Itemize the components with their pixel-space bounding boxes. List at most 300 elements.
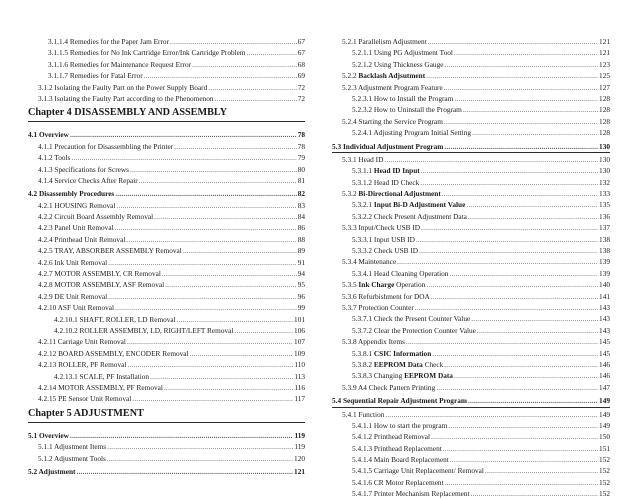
toc-entry-emphasis: Input Bi-D Adjustment Value: [373, 200, 466, 210]
toc-entry-emphasis: EEPROM Data: [373, 359, 423, 369]
page-number: 68: [297, 59, 305, 69]
toc-entry-title: [352, 370, 453, 381]
dot-leader: [468, 395, 598, 406]
toc-entry[interactable]: [28, 314, 305, 325]
toc-entry[interactable]: [332, 477, 610, 488]
dot-leader: [132, 393, 293, 404]
toc-entry-text: 4.2.10.2 ROLLER ASSEMBLY, LD, RIGHT/LEFT Removal: [54, 325, 234, 335]
toc-entry[interactable]: [332, 222, 610, 233]
toc-entry-text: 5.2.3.1 How to Install the Program: [352, 93, 454, 103]
page-number: 83: [297, 200, 305, 210]
toc-entry-title: [28, 188, 114, 199]
dot-leader: [454, 93, 598, 104]
page-number: 78: [297, 130, 305, 140]
toc-entry-text: 5.2.1.1 Using PG Adjustment Tool: [352, 48, 453, 58]
page-number: 139: [599, 257, 610, 267]
toc-entry-text: 5.1.1 Adjustment Items: [38, 442, 107, 452]
toc-entry[interactable]: [332, 454, 610, 465]
page-number: 149: [599, 409, 610, 419]
toc-entry[interactable]: [28, 70, 305, 81]
toc-entry[interactable]: [332, 382, 610, 393]
toc-entry-title: [38, 234, 125, 245]
toc-entry-title: [342, 382, 435, 393]
toc-entry-title: [352, 93, 453, 104]
dot-leader: [215, 93, 297, 104]
page-number: 119: [294, 442, 305, 452]
dot-leader: [443, 443, 598, 454]
toc-entry-title: [342, 188, 441, 199]
toc-entry-title: [352, 465, 484, 476]
page-number: 67: [297, 37, 305, 46]
toc-entry-number: 5.3.1.1: [352, 166, 374, 176]
dot-leader: [421, 165, 598, 176]
dot-leader: [385, 409, 598, 420]
toc-entry[interactable]: [28, 441, 305, 452]
toc-section-entry[interactable]: [332, 395, 610, 407]
dot-leader: [463, 104, 598, 115]
toc-entry-number: 5.2.2: [342, 71, 359, 81]
toc-entry-title: [38, 257, 107, 268]
dot-leader: [444, 82, 598, 93]
toc-entry[interactable]: [28, 291, 305, 302]
toc-entry[interactable]: [332, 116, 610, 127]
dot-leader: [468, 211, 598, 222]
dot-leader: [416, 234, 598, 245]
page-number: 143: [599, 314, 610, 324]
dot-leader: [115, 302, 297, 313]
toc-entry[interactable]: [332, 256, 610, 267]
toc-entry[interactable]: [28, 371, 305, 382]
toc-entry[interactable]: [332, 234, 610, 245]
toc-entry-text: 4.2.5 TRAY, ABSORBER ASSEMBLY Removal: [38, 246, 182, 256]
page-number: 130: [599, 166, 610, 176]
toc-entry-emphasis: CSIC Information: [373, 348, 432, 358]
dot-leader: [183, 245, 297, 256]
toc-entry[interactable]: [332, 431, 610, 442]
toc-entry-title: [352, 454, 449, 465]
toc-entry-title: [352, 359, 443, 370]
toc-entry-number: 5.3.8.2: [352, 359, 374, 369]
toc-entry-text: 5.2.4.1 Adjusting Program Initial Setting: [352, 128, 471, 138]
toc-entry[interactable]: [28, 82, 305, 93]
dot-leader: [431, 431, 598, 442]
toc-entry-title: [352, 234, 415, 245]
toc-entry-text: 5.3.7.1 Check the Present Counter Value: [352, 314, 471, 324]
toc-entry[interactable]: [28, 325, 305, 336]
dot-leader: [444, 141, 598, 152]
toc-entry-title: [38, 279, 164, 290]
toc-entry-text: 3.1.3 Isolating the Faulty Part according to the Phenomenon: [38, 93, 214, 103]
page-number: 123: [599, 59, 610, 69]
toc-entry-title: [38, 359, 126, 370]
toc-entry-title: [54, 314, 176, 325]
page-number: 139: [599, 268, 610, 278]
toc-entry-number: 5.3.2.1: [352, 200, 374, 210]
toc-entry-title: [352, 211, 467, 222]
dot-leader: [177, 314, 293, 325]
toc-entry-text: 5.2 Adjustment: [28, 466, 76, 476]
dot-leader: [127, 359, 293, 370]
toc-entry-title: [352, 104, 462, 115]
toc-entry[interactable]: [332, 465, 610, 476]
toc-entry-text: 4.1 Overview: [28, 130, 69, 140]
toc-entry-text: 5.4.1.4 Main Board Replacement: [352, 455, 449, 465]
toc-entry[interactable]: [332, 177, 610, 188]
toc-entry-text: 4.1.3 Specifications for Screws: [38, 164, 129, 174]
toc-entry-number: 5.3.2: [342, 189, 359, 199]
dot-leader: [426, 279, 598, 290]
toc-entry-title: [38, 175, 138, 186]
toc-entry-title: [332, 141, 443, 152]
toc-entry[interactable]: [28, 200, 305, 211]
dot-leader: [442, 188, 598, 199]
toc-entry[interactable]: [332, 336, 610, 347]
toc-entry[interactable]: [332, 302, 610, 313]
dot-leader: [107, 441, 293, 452]
toc-entry-title: [38, 382, 163, 393]
toc-entry[interactable]: [28, 393, 305, 404]
toc-entry-text: 5.3.9 A4 Check Pattern Printing: [342, 382, 436, 392]
toc-entry[interactable]: [28, 382, 305, 393]
dot-leader: [421, 222, 598, 233]
page-number: 137: [599, 223, 610, 233]
dot-leader: [154, 211, 297, 222]
page-number: 127: [599, 82, 610, 92]
dot-leader: [71, 152, 296, 163]
page-number: 99: [297, 303, 305, 313]
page-number: 152: [599, 455, 610, 465]
dot-leader: [116, 200, 296, 211]
dot-leader: [126, 234, 296, 245]
chapter-heading: Chapter 4 DISASSEMBLY AND ASSEMBLY: [28, 106, 305, 122]
page-number: 117: [294, 394, 305, 404]
toc-entry[interactable]: [332, 313, 610, 324]
dot-leader: [144, 70, 297, 81]
toc-entry[interactable]: [332, 291, 610, 302]
toc-entry[interactable]: [28, 302, 305, 313]
page-number: 128: [599, 93, 610, 103]
toc-entry-title: [38, 93, 214, 104]
toc-entry[interactable]: [332, 199, 610, 210]
page-number: 152: [599, 489, 610, 499]
dot-leader: [450, 454, 598, 465]
toc-entry-text: 5.3.4 Maintenance: [342, 257, 397, 267]
toc-entry-title: [38, 141, 173, 152]
page-number: 69: [297, 71, 305, 81]
toc-entry[interactable]: [28, 453, 305, 464]
toc-entry[interactable]: [332, 359, 610, 370]
dot-leader: [436, 382, 598, 393]
page-number: 78: [297, 141, 305, 151]
page-number: 72: [297, 93, 305, 103]
page-number: 121: [599, 48, 610, 58]
toc-entry[interactable]: [28, 268, 305, 279]
page-number: 107: [294, 337, 305, 347]
dot-leader: [107, 453, 293, 464]
toc-entry[interactable]: [332, 165, 610, 176]
toc-entry[interactable]: [332, 211, 610, 222]
toc-entry[interactable]: [332, 82, 610, 93]
page-number: 132: [599, 177, 610, 187]
dot-leader: [162, 268, 297, 279]
dot-leader: [247, 47, 297, 58]
page-number: 151: [599, 443, 610, 453]
toc-entry-title: [352, 313, 470, 324]
toc-section-entry[interactable]: [28, 129, 305, 140]
toc-entry[interactable]: [332, 59, 610, 70]
toc-entry-title: [342, 116, 443, 127]
toc-entry[interactable]: [332, 47, 610, 58]
page-number: 80: [297, 164, 305, 174]
page-number: 147: [599, 382, 610, 392]
toc-entry-title: [54, 325, 233, 336]
page-number: 138: [599, 234, 610, 244]
toc-entry-title: [48, 70, 143, 81]
toc-entry-title: [352, 420, 447, 431]
page-number: 128: [599, 105, 610, 115]
page-number: 138: [599, 246, 610, 256]
dot-leader: [108, 257, 297, 268]
dot-leader: [165, 279, 297, 290]
dot-leader: [449, 268, 598, 279]
page-number: 130: [599, 154, 610, 164]
toc-entry-text: 4.1.2 Tools: [38, 153, 71, 163]
dot-leader: [428, 36, 598, 47]
page-number: 121: [294, 466, 305, 476]
toc-entry[interactable]: [28, 47, 305, 58]
dot-leader: [115, 222, 297, 233]
page-number: 113: [294, 371, 305, 381]
page-number: 88: [297, 234, 305, 244]
toc-entry[interactable]: [332, 36, 610, 47]
toc-entry-text: 4.2.7 MOTOR ASSEMBLY, CR Removal: [38, 269, 161, 279]
toc-entry-title: [352, 127, 471, 138]
toc-entry-text: 3.1.1.4 Remedies for the Paper Jam Error: [48, 37, 169, 46]
toc-entry[interactable]: [332, 488, 610, 499]
page-number: 150: [599, 432, 610, 442]
toc-entry[interactable]: [28, 279, 305, 290]
toc-entry-title: [38, 453, 106, 464]
toc-entry[interactable]: [332, 325, 610, 336]
toc-entry-number: 5.3.5: [342, 280, 359, 290]
toc-entry[interactable]: [28, 141, 305, 152]
toc-entry-title: [352, 325, 476, 336]
page-number: 79: [297, 153, 305, 163]
toc-entry[interactable]: [332, 70, 610, 81]
toc-entry-title: [38, 152, 70, 163]
toc-entry-text: 5.4.1.3 Printhead Replacement: [352, 443, 442, 453]
page-number: 94: [297, 269, 305, 279]
toc-entry[interactable]: [28, 36, 305, 47]
toc-entry[interactable]: [28, 175, 305, 186]
toc-entry[interactable]: [28, 234, 305, 245]
page-number: 72: [297, 82, 305, 92]
toc-entry-text: 5.4.1.5 Carriage Unit Replacement/ Removal: [352, 466, 484, 476]
toc-entry[interactable]: [332, 370, 610, 381]
toc-entry-text: 4.2.13 ROLLER, PF Removal: [38, 360, 127, 370]
toc-entry-title: [342, 82, 443, 93]
toc-entry[interactable]: [28, 245, 305, 256]
toc-entry-title: [352, 47, 453, 58]
toc-entry-text: 5.4.1.6 CR Motor Replacement: [352, 477, 444, 487]
dot-leader: [76, 466, 293, 477]
toc-entry-text: 5.3.3 Input/Check USB ID: [342, 223, 421, 233]
page-number: 81: [297, 175, 305, 185]
toc-entry[interactable]: [28, 336, 305, 347]
toc-entry-number: 5.3.8.3 Changing: [352, 371, 405, 381]
toc-entry[interactable]: [332, 348, 610, 359]
dot-leader: [115, 188, 296, 199]
toc-entry[interactable]: [332, 420, 610, 431]
toc-entry[interactable]: [332, 268, 610, 279]
toc-entry-title: [38, 291, 107, 302]
page-number: 143: [599, 302, 610, 312]
toc-entry[interactable]: [332, 245, 610, 256]
toc-entry-title: [342, 36, 427, 47]
toc-entry-text: 4.2.4 Printhead Unit Removal: [38, 234, 126, 244]
toc-entry-text: 4.2 Disassembly Procedures: [28, 189, 115, 199]
toc-entry-text: 5.3.3.1 Input USB ID: [352, 234, 415, 244]
toc-section-entry[interactable]: [332, 141, 610, 153]
dot-leader: [170, 36, 297, 47]
toc-entry-text: 4.2.8 MOTOR ASSEMBLY, ASF Removal: [38, 280, 165, 290]
toc-entry-text: 4.1.4 Service Checks After Repair: [38, 175, 138, 185]
toc-entry-emphasis: EEPROM Data: [404, 371, 453, 381]
toc-entry[interactable]: [28, 348, 305, 359]
toc-entry-title: [342, 409, 384, 420]
toc-section-entry[interactable]: [28, 430, 305, 441]
toc-entry-text: 5.3.4.1 Head Cleaning Operation: [352, 268, 449, 278]
toc-entry-title: [352, 443, 442, 454]
page-number: 119: [294, 430, 305, 440]
page-number: 121: [599, 37, 610, 46]
toc-entry-text: 3.1.2 Isolating the Faulty Part on the Power Supply Board: [38, 82, 208, 92]
toc-entry[interactable]: [28, 152, 305, 163]
toc-entry-title: [54, 371, 149, 382]
toc-entry-title: [342, 291, 430, 302]
page-number: 136: [599, 211, 610, 221]
toc-entry-text: 4.2.15 PE Sensor Unit Removal: [38, 394, 132, 404]
toc-entry[interactable]: [28, 211, 305, 222]
toc-entry-text: 4.2.12 BOARD ASSEMBLY, ENCODER Removal: [38, 348, 189, 358]
page-number: 141: [599, 291, 610, 301]
dot-leader: [415, 302, 598, 313]
toc-entry[interactable]: [28, 222, 305, 233]
toc-entry-number: 5.3.8.1: [352, 348, 374, 358]
toc-entry-title: [352, 477, 444, 488]
toc-entry[interactable]: [332, 104, 610, 115]
toc-entry-text: 4.2.1 HOUSING Removal: [38, 200, 116, 210]
toc-entry-text: Operation: [394, 280, 426, 290]
toc-entry-text: 5.3.3.2 Check USB ID: [352, 246, 419, 256]
dot-leader: [130, 164, 297, 175]
dot-leader: [419, 245, 598, 256]
toc-entry-emphasis: Bi-Directional Adjustment: [358, 189, 441, 199]
toc-entry-title: [342, 70, 425, 81]
toc-right-column: [332, 36, 610, 500]
dot-leader: [150, 371, 293, 382]
toc-entry-text: 4.2.10.1 SHAFT, ROLLER, LD Removal: [54, 314, 176, 324]
toc-entry-text: 5.3.7 Protection Counter: [342, 302, 414, 312]
page-number: 82: [297, 189, 305, 199]
toc-entry[interactable]: [332, 188, 610, 199]
toc-entry-text: 5.4.1 Function: [342, 409, 385, 419]
toc-entry[interactable]: [28, 93, 305, 104]
page-number: 145: [599, 348, 610, 358]
toc-entry-text: 3.1.1.6 Remedies for Maintenance Request Error: [48, 59, 192, 69]
toc-section-entry[interactable]: [28, 188, 305, 199]
toc-entry-text: 5.4.1.7 Printer Mechanism Replacement: [352, 489, 470, 499]
toc-entry-title: [342, 154, 383, 165]
toc-entry-emphasis: Head ID Input: [373, 166, 420, 176]
page-number: 91: [297, 257, 305, 267]
toc-entry-text: 5.1 Overview: [28, 430, 69, 440]
toc-entry-text: 4.2.14 MOTOR ASSEMBLY, PF Removal: [38, 382, 163, 392]
toc-entry-title: [38, 348, 189, 359]
page-number: 149: [599, 396, 610, 406]
toc-entry[interactable]: [28, 359, 305, 370]
toc-entry-title: [38, 336, 126, 347]
toc-entry[interactable]: [332, 93, 610, 104]
toc-entry-title: [342, 302, 414, 313]
toc-entry-text: 5.3.2.2 Check Present Adjustment Data: [352, 211, 467, 221]
toc-entry-text: 4.2.13.1 SCALE, PF Installation: [54, 371, 150, 381]
toc-entry[interactable]: [332, 127, 610, 138]
toc-entry-text: 5.4 Sequential Repair Adjustment Program: [332, 396, 467, 406]
toc-entry-title: [38, 268, 161, 279]
toc-entry[interactable]: [28, 164, 305, 175]
toc-entry[interactable]: [332, 279, 610, 290]
toc-left-column: [28, 36, 305, 477]
dot-leader: [477, 325, 598, 336]
page-number: 135: [599, 200, 610, 210]
toc-section-entry[interactable]: [28, 466, 305, 477]
page-number: 101: [294, 314, 305, 324]
toc-entry-title: [38, 82, 207, 93]
page-number: 110: [294, 360, 305, 370]
page-number: 116: [294, 382, 305, 392]
toc-entry-title: [38, 245, 182, 256]
toc-entry-text: 4.2.6 Ink Unit Removal: [38, 257, 108, 267]
page-number: 133: [599, 189, 610, 199]
dot-leader: [466, 199, 598, 210]
dot-leader: [471, 488, 599, 499]
toc-entry-title: [38, 393, 131, 404]
toc-entry[interactable]: [28, 257, 305, 268]
dot-leader: [108, 291, 297, 302]
toc-entry[interactable]: [28, 59, 305, 70]
toc-entry[interactable]: [332, 409, 610, 420]
page-number: 130: [599, 141, 610, 151]
toc-entry-title: [48, 59, 191, 70]
toc-entry[interactable]: [332, 154, 610, 165]
toc-entry-title: [28, 466, 75, 477]
page-number: 152: [599, 477, 610, 487]
dot-leader: [448, 420, 598, 431]
page-number: 152: [599, 466, 610, 476]
page-number: 125: [599, 71, 610, 81]
toc-entry-title: [352, 268, 448, 279]
toc-entry-title: [38, 222, 114, 233]
toc-entry-title: [342, 336, 405, 347]
toc-entry-title: [38, 441, 106, 452]
toc-entry-title: [342, 279, 425, 290]
dot-leader: [426, 70, 598, 81]
dot-leader: [139, 175, 297, 186]
dot-leader: [406, 336, 598, 347]
page-number: 145: [599, 337, 610, 347]
toc-entry[interactable]: [332, 443, 610, 454]
